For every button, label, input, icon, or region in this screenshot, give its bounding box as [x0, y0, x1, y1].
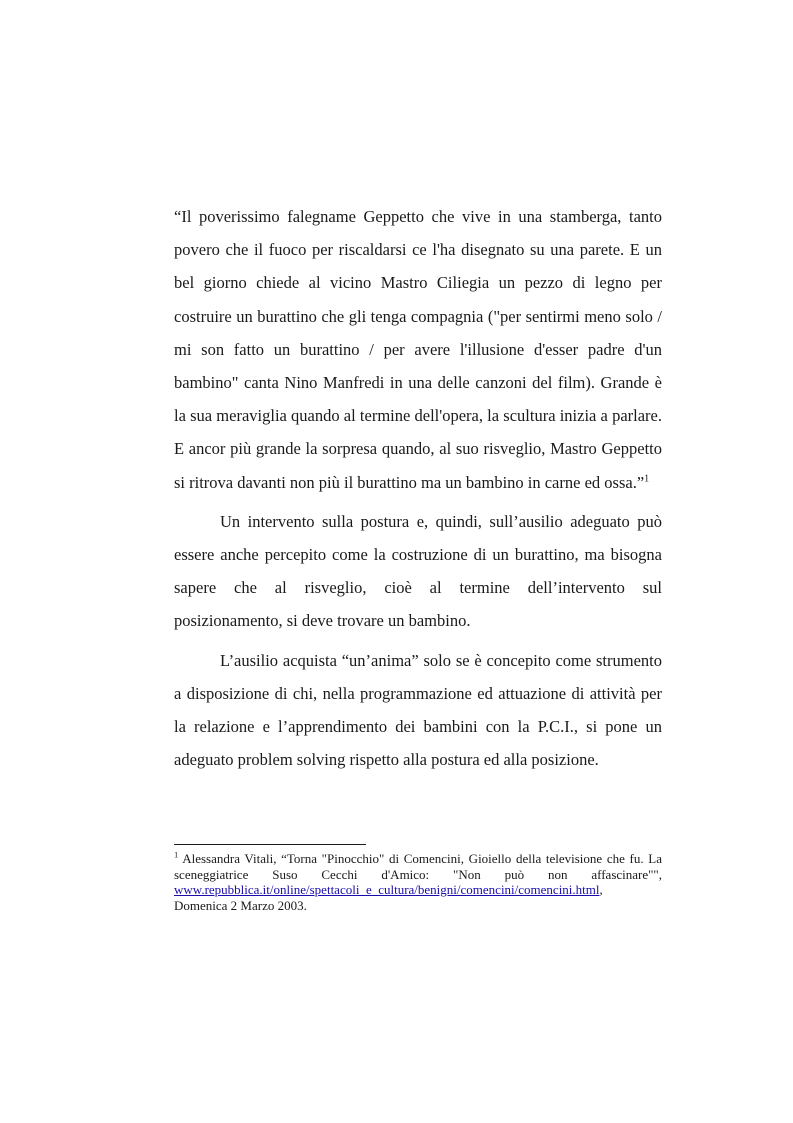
footnote-mark: 1 — [174, 849, 179, 860]
paragraph-ausilio: L’ausilio acquista “un’anima” solo se è concepito come strumento a disposizione di chi, nella programmazione ed attuazione di attività per la relazione e l’apprendimento dei bambini con la P.C.I., si pone un adeguato problem solving rispetto alla postura ed alla posizione. — [174, 650, 662, 770]
body-text — [174, 200, 662, 776]
footnote-link-suffix: , — [599, 882, 603, 898]
footnote-link[interactable]: www.repubblica.it/online/spettacoli_e_cultura/benigni/comencini/comencini.html — [174, 882, 600, 898]
footnote — [174, 851, 662, 913]
footnote-date: Domenica 2 Marzo 2003. — [174, 897, 307, 913]
footnote-text: Alessandra Vitali, “Torna "Pinocchio" di Comencini, Gioiello della televisione che fu. La sceneggiatrice Suso Cecchi d'Amico: "Non può non affascinare"", — [174, 851, 662, 882]
quote-text: “Il poverissimo falegname Geppetto che vive in una stamberga, tanto povero che il fuoco per riscaldarsi ce l'ha disegnato su una parete. E un bel giorno chiede al vicino Mastro Ciliegia un pezzo di legno per costruire un burattino che gli tenga compagnia ("per sentirmi meno solo / mi son fatto un burattino / per avere l'illusione d'esser padre d'un bambino" canta Nino Manfredi in una delle canzoni del film). Grande è la sua meraviglia quando al termine dell'opera, la scultura inizia a parlare. E ancor più grande la sorpresa quando, al suo risveglio, Mastro Geppetto si ritrova davanti non più il burattino ma un bambino in carne ed ossa.” — [174, 207, 662, 492]
footnote-reference[interactable]: 1 — [644, 473, 650, 485]
quote-paragraph — [174, 200, 662, 499]
paragraph-intervention: Un intervento sulla postura e, quindi, sull’ausilio adeguato può essere anche percepito come la costruzione di un burattino, ma bisogna sapere che al risveglio, cioè al termine dell’intervento sul posizionamento, si deve trovare un bambino. — [174, 511, 662, 631]
footnote-separator — [174, 844, 366, 845]
